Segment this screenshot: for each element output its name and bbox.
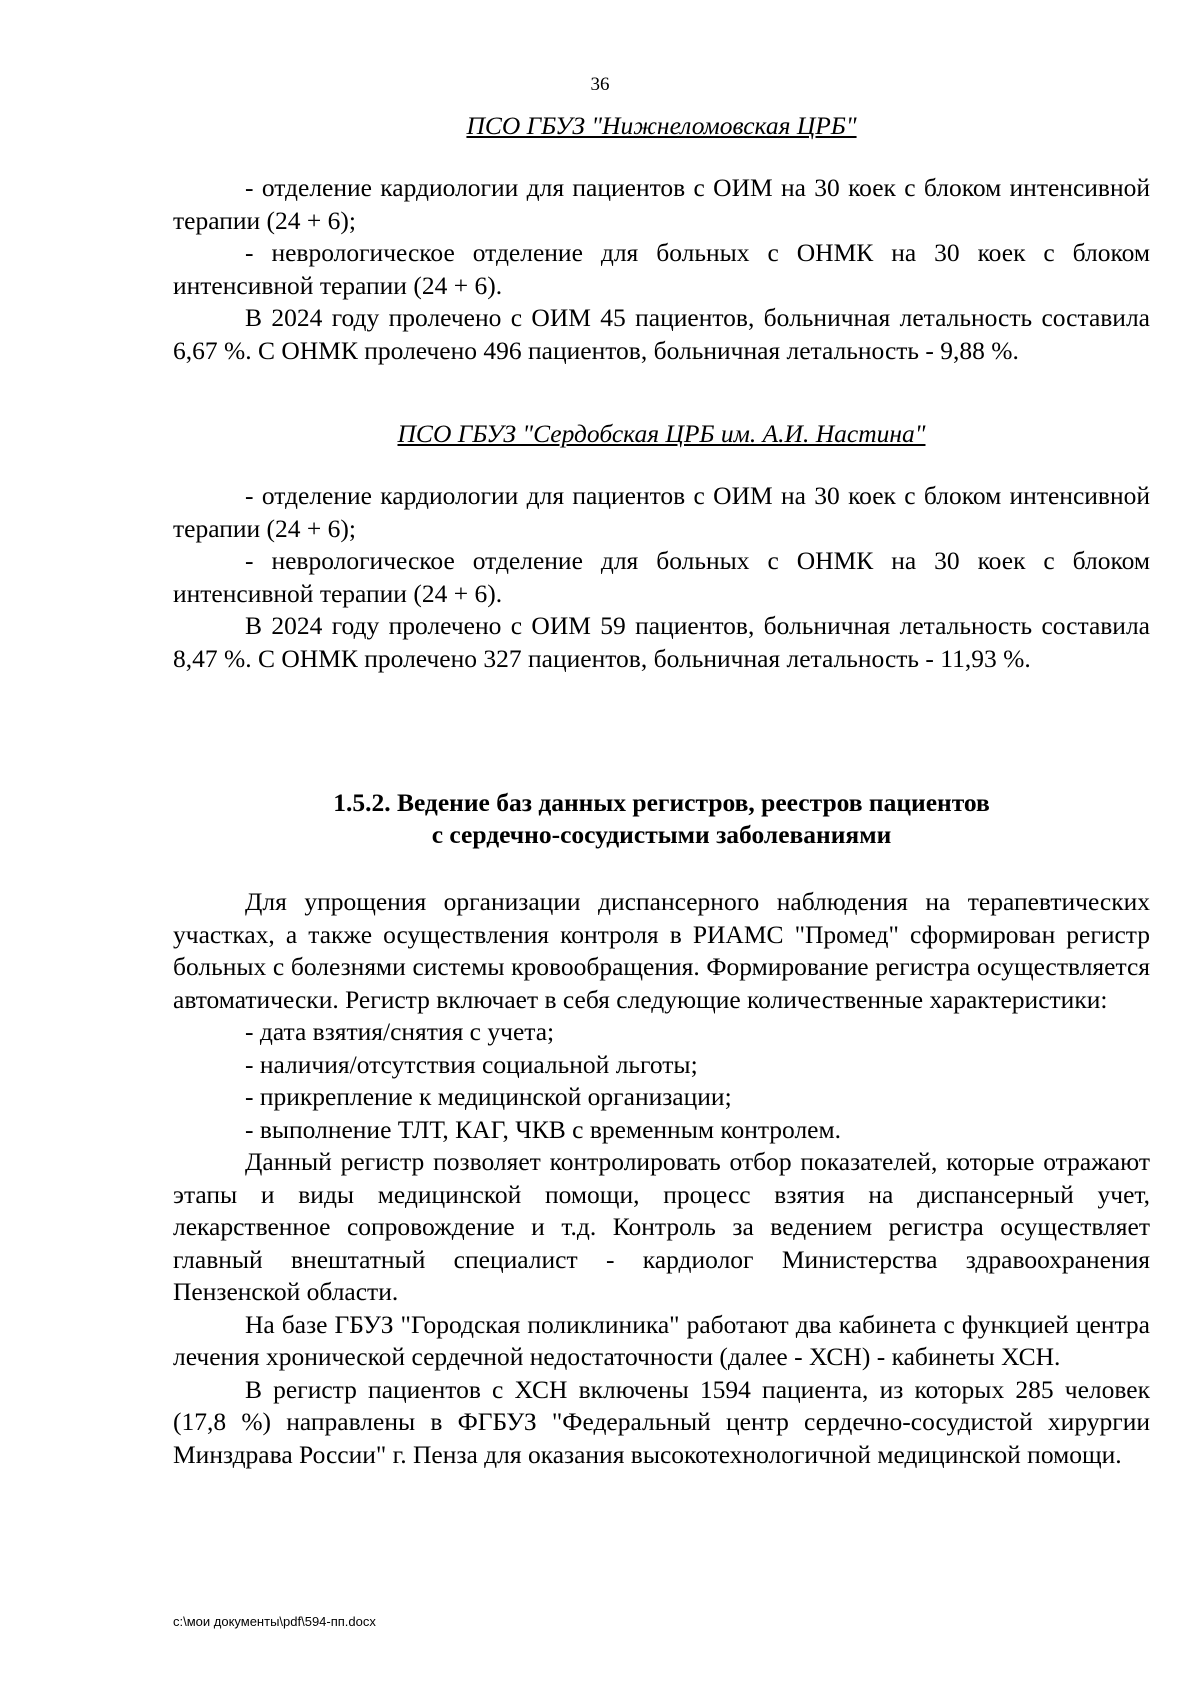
subsection-heading-line: с сердечно-сосудистыми заболеваниями	[431, 820, 892, 849]
paragraph: - неврологическое отделение для больных с ОНМК на 30 коек с блоком интенсивной терапии (24 + 6).	[173, 238, 1150, 300]
footer-file-path: c:\мои документы\pdf\594-пп.docx	[173, 1614, 376, 1629]
section-nizhnelomovskaya	[173, 110, 1150, 367]
section-registers	[173, 886, 1150, 1471]
paragraph: - отделение кардиологии для пациентов с ОИМ на 30 коек с блоком интенсивной терапии (24 + 6);	[173, 173, 1150, 235]
section-heading: ПСО ГБУЗ "Сердобская ЦРБ им. А.И. Настина"	[397, 419, 926, 448]
list-item: - дата взятия/снятия с учета;	[245, 1017, 555, 1046]
paragraph: - неврологическое отделение для больных с ОНМК на 30 коек с блоком интенсивной терапии (24 + 6).	[173, 546, 1150, 608]
section-serdobskaya	[173, 418, 1150, 675]
paragraph: В регистр пациентов с ХСН включены 1594 пациента, из которых 285 человек (17,8 %) направлены в ФГБУЗ "Федеральный центр сердечно-сосудистой хирургии Минздрава России" г. Пенза для оказания высокотехнологичной медицинской помощи.	[173, 1374, 1150, 1469]
paragraph: В 2024 году пролечено с ОИМ 59 пациентов, больничная летальность составила 8,47 %. С ОНМК пролечено 327 пациентов, больничная летальность - 11,93 %.	[173, 611, 1150, 673]
subsection-heading	[173, 787, 1150, 851]
subsection-heading-line: 1.5.2. Ведение баз данных регистров, реестров пациентов	[333, 788, 990, 817]
page-number: 36	[590, 74, 610, 95]
paragraph: В 2024 году пролечено с ОИМ 45 пациентов, больничная летальность составила 6,67 %. С ОНМК пролечено 496 пациентов, больничная летальность - 9,88 %.	[173, 303, 1150, 365]
paragraph: Для упрощения организации диспансерного наблюдения на терапевтических участках, а также осуществления контроля в РИАМС "Промед" сформирован регистр больных с болезнями системы кровообращения. Формирование регистра осуществляется автоматически. Регистр включает в себя следующие количественные характеристики:	[173, 887, 1150, 1014]
paragraph: Данный регистр позволяет контролировать отбор показателей, которые отражают этапы и виды медицинской помощи, процесс взятия на диспансерный учет, лекарственное сопровождение и т.д. Контроль за ведением регистра осуществляет главный внештатный специалист - кардиолог Министерства здравоохранения Пензенской области.	[173, 1147, 1150, 1306]
paragraph: - отделение кардиологии для пациентов с ОИМ на 30 коек с блоком интенсивной терапии (24 + 6);	[173, 481, 1150, 543]
list-item: - прикрепление к медицинской организации;	[245, 1082, 732, 1111]
section-heading: ПСО ГБУЗ "Нижнеломовская ЦРБ"	[466, 111, 857, 140]
paragraph: На базе ГБУЗ "Городская поликлиника" работают два кабинета с функцией центра лечения хронической сердечной недостаточности (далее - ХСН) - кабинеты ХСН.	[173, 1309, 1150, 1371]
list-item: - выполнение ТЛТ, КАГ, ЧКВ с временным контролем.	[245, 1114, 842, 1144]
list-item: - наличия/отсутствия социальной льготы;	[245, 1049, 698, 1079]
